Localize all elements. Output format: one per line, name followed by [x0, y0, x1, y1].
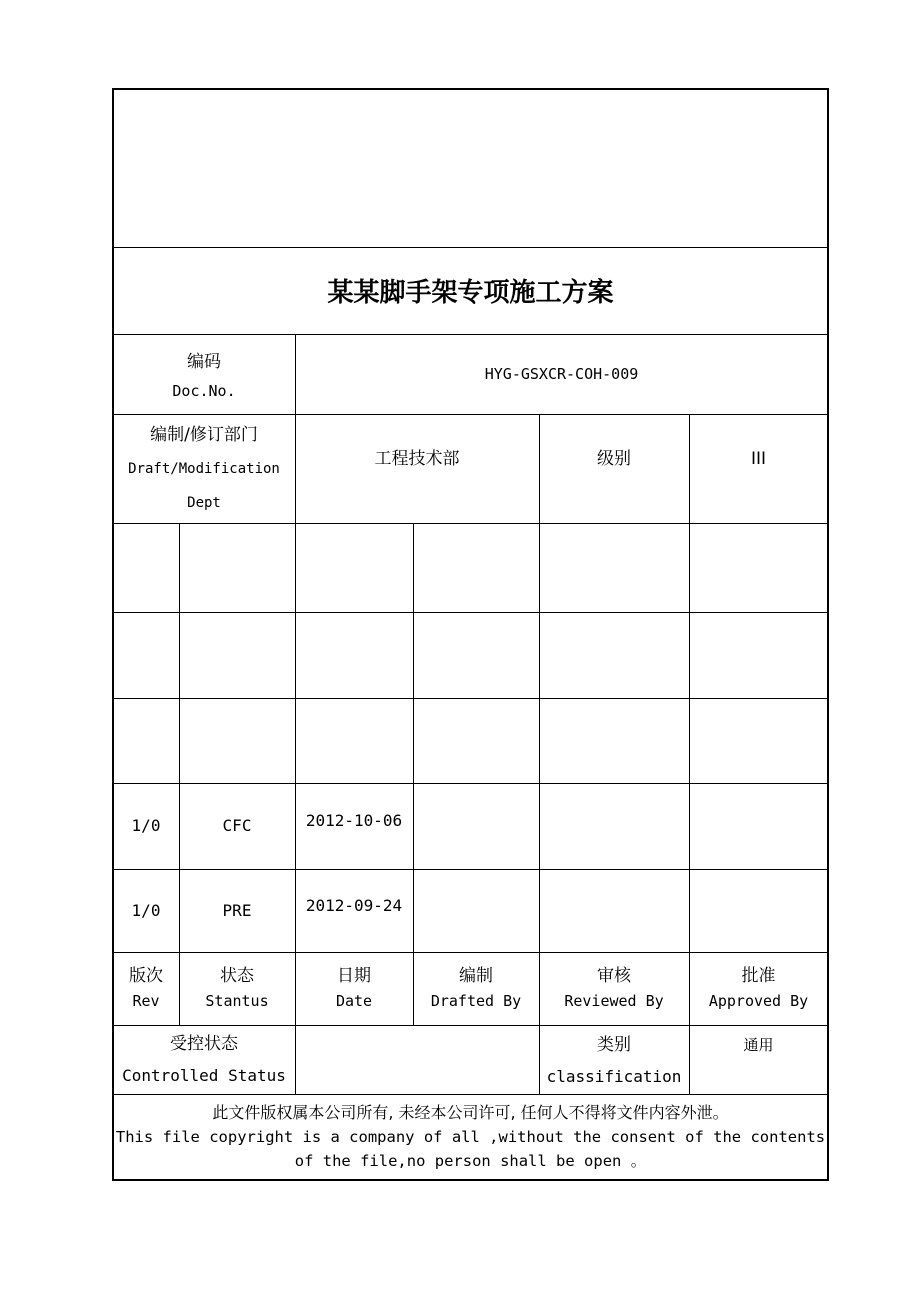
document-title: 某某脚手架专项施工方案 — [327, 278, 614, 308]
header-drafted-by-cn: 编制 — [459, 966, 493, 986]
revision-rev-cell — [113, 869, 179, 952]
doc-no-value: HYG-GSXCR-COH-009 — [484, 365, 639, 383]
revision-status-cell — [179, 869, 295, 952]
divider — [113, 523, 828, 524]
revision-status-cell — [179, 783, 295, 869]
header-drafted-by — [413, 952, 539, 1025]
header-reviewed-by — [539, 952, 689, 1025]
doc-no-label — [113, 334, 295, 414]
header-rev — [113, 952, 179, 1025]
dept-label — [113, 414, 295, 523]
divider — [113, 612, 828, 613]
dept-label-en-1: Draft/Modification — [128, 460, 280, 477]
header-drafted-by-en: Drafted By — [430, 992, 522, 1010]
level-value-cell — [689, 414, 828, 504]
divider — [113, 698, 828, 699]
copyright-en-1: This file copyright is a company of all ,without the consent of the contents — [115, 1128, 826, 1146]
doc-no-label-cn: 编码 — [187, 351, 221, 372]
header-status — [179, 952, 295, 1025]
dept-label-en-2: Dept — [187, 494, 221, 511]
header-status-cn: 状态 — [220, 966, 254, 986]
level-label: 级别 — [597, 448, 631, 469]
revision-rev: 1/0 — [131, 900, 161, 920]
controlled-status-label-cn: 受控状态 — [170, 1033, 238, 1054]
revision-date: 2012-09-24 — [305, 895, 403, 915]
copyright-notice — [113, 1094, 828, 1180]
classification-value: 通用 — [743, 1036, 774, 1054]
revision-rev: 1/0 — [131, 816, 161, 835]
revision-status: CFC — [222, 816, 252, 835]
header-rev-en: Rev — [132, 992, 160, 1010]
header-approved-by — [689, 952, 828, 1025]
level-value: III — [750, 448, 767, 469]
classification-value-cell — [689, 1025, 828, 1094]
divider — [689, 523, 690, 1025]
header-approved-by-en: Approved By — [708, 992, 809, 1010]
classification-label — [539, 1025, 689, 1094]
header-date — [295, 952, 413, 1025]
controlled-status-label — [113, 1025, 295, 1094]
document-title-cell — [113, 247, 828, 334]
doc-no-label-en: Doc.No. — [172, 381, 236, 400]
dept-value: 工程技术部 — [374, 448, 460, 469]
revision-status: PRE — [222, 900, 252, 920]
copyright-cn: 此文件版权属本公司所有, 未经本公司许可, 任何人不得将文件内容外泄。 — [212, 1103, 729, 1122]
divider — [295, 523, 296, 1025]
revision-date-cell — [295, 783, 413, 859]
dept-label-cn: 编制/修订部门 — [150, 424, 258, 445]
header-status-en: Stantus — [205, 992, 269, 1010]
divider — [539, 523, 540, 1025]
header-reviewed-by-cn: 审核 — [597, 966, 631, 986]
divider — [413, 523, 414, 1025]
header-date-cn: 日期 — [337, 966, 371, 986]
classification-label-cn: 类别 — [597, 1035, 631, 1055]
level-label-cell — [539, 414, 689, 504]
copyright-en-2: of the file,no person shall be open 。 — [294, 1152, 647, 1170]
header-rev-cn: 版次 — [129, 966, 163, 986]
revision-date-cell — [295, 869, 413, 942]
revision-rev-cell — [113, 783, 179, 869]
controlled-status-label-en: Controlled Status — [122, 1065, 286, 1085]
header-date-en: Date — [335, 992, 373, 1010]
classification-label-en: classification — [546, 1067, 682, 1086]
dept-value-cell — [295, 414, 539, 504]
controlled-status-value-cell — [295, 1025, 539, 1094]
doc-no-value-cell — [295, 334, 828, 414]
revision-date: 2012-10-06 — [305, 811, 403, 830]
header-approved-by-cn: 批准 — [741, 966, 776, 986]
header-reviewed-by-en: Reviewed By — [564, 992, 664, 1010]
